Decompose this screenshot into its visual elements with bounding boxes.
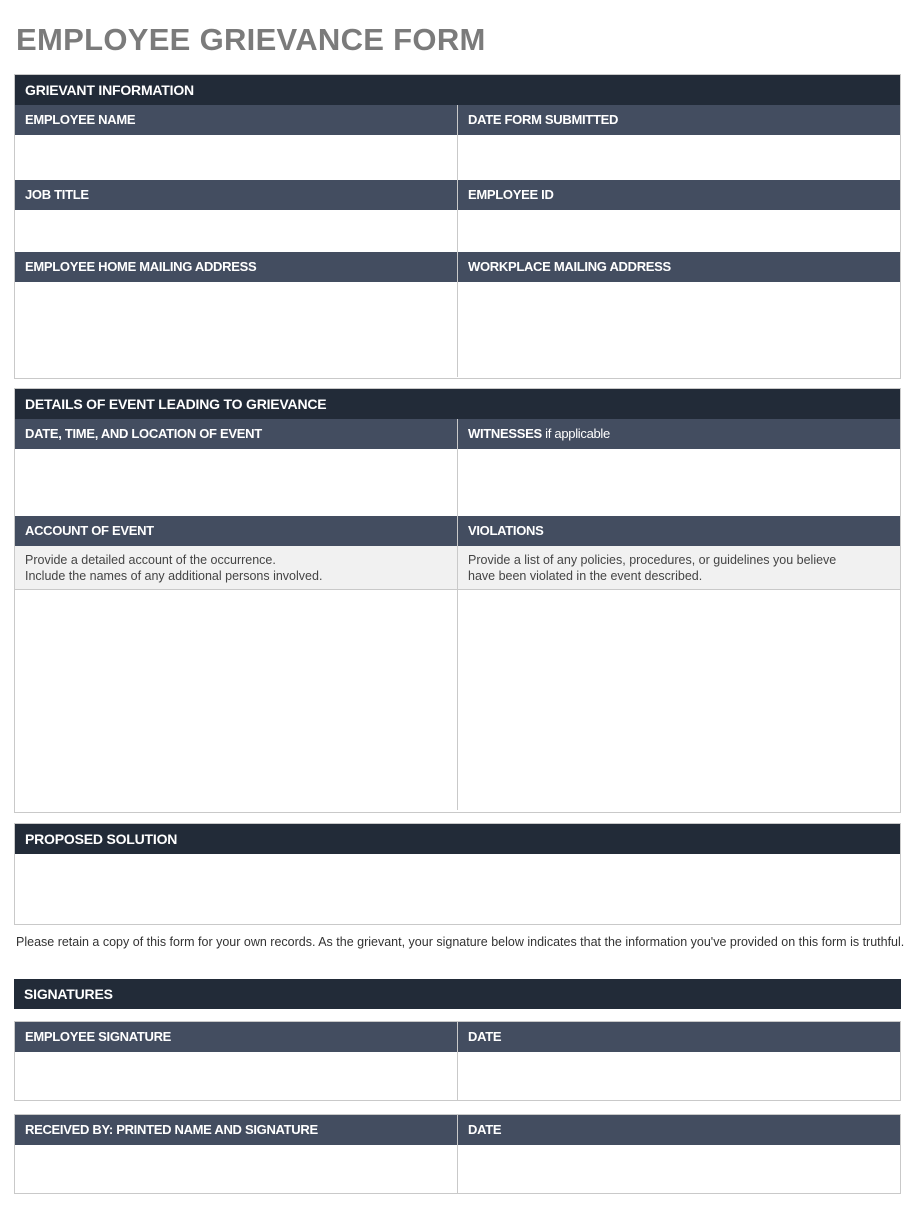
- violations-instructions: [458, 546, 900, 590]
- received-by-date-field[interactable]: [458, 1145, 900, 1193]
- workplace-address-cell: [458, 252, 900, 377]
- event-details-heading: DETAILS OF EVENT LEADING TO GRIEVANCE: [15, 389, 900, 419]
- witnesses-label-text: WITNESSES: [468, 426, 542, 441]
- job-title-label: JOB TITLE: [15, 180, 457, 210]
- employee-id-field[interactable]: [458, 210, 900, 252]
- account-field[interactable]: [15, 590, 457, 810]
- home-address-field[interactable]: [15, 282, 457, 377]
- grievant-row-2: [15, 180, 900, 252]
- received-by-cell: [15, 1115, 458, 1193]
- employee-id-label: EMPLOYEE ID: [458, 180, 900, 210]
- retain-copy-notice: Please retain a copy of this form for your own records. As the grievant, your signature below indicates that the information you've provided on this form is truthful.: [16, 935, 905, 949]
- violations-label: VIOLATIONS: [458, 516, 900, 546]
- employee-signature-cell: [15, 1022, 458, 1100]
- details-row-2: [15, 516, 900, 810]
- home-address-cell: [15, 252, 458, 377]
- account-instruction-line-1: Provide a detailed account of the occurrence.: [25, 553, 276, 567]
- received-by-row: [15, 1115, 900, 1193]
- violations-instruction-line-2: have been violated in the event described.: [468, 569, 703, 583]
- received-by-block: [14, 1114, 901, 1194]
- proposed-solution-section: [14, 823, 901, 925]
- workplace-address-field[interactable]: [458, 282, 900, 377]
- employee-signature-label: EMPLOYEE SIGNATURE: [15, 1022, 457, 1052]
- proposed-solution-heading: PROPOSED SOLUTION: [15, 824, 900, 854]
- employee-name-cell: [15, 105, 458, 180]
- home-address-label: EMPLOYEE HOME MAILING ADDRESS: [15, 252, 457, 282]
- received-by-label: RECEIVED BY: PRINTED NAME AND SIGNATURE: [15, 1115, 457, 1145]
- job-title-field[interactable]: [15, 210, 457, 252]
- grievant-row-3: [15, 252, 900, 377]
- form-title: EMPLOYEE GRIEVANCE FORM: [16, 22, 486, 57]
- employee-signature-row: [15, 1022, 900, 1100]
- account-label: ACCOUNT OF EVENT: [15, 516, 457, 546]
- details-row-1: [15, 419, 900, 516]
- employee-signature-field[interactable]: [15, 1052, 457, 1100]
- received-by-date-cell: [458, 1115, 900, 1193]
- date-time-location-label: DATE, TIME, AND LOCATION OF EVENT: [15, 419, 457, 449]
- account-instructions: [15, 546, 457, 590]
- account-instruction-line-2: Include the names of any additional persons involved.: [25, 569, 323, 583]
- witnesses-cell: [458, 419, 900, 516]
- date-submitted-label: DATE FORM SUBMITTED: [458, 105, 900, 135]
- date-time-location-cell: [15, 419, 458, 516]
- date-submitted-field[interactable]: [458, 135, 900, 180]
- signatures-heading: SIGNATURES: [14, 979, 901, 1009]
- witnesses-field[interactable]: [458, 449, 900, 516]
- employee-signature-date-label: DATE: [458, 1022, 900, 1052]
- witnesses-note: if applicable: [541, 426, 610, 441]
- signatures-section: [14, 979, 901, 1009]
- violations-instruction-line-1: Provide a list of any policies, procedures, or guidelines you believe: [468, 553, 837, 567]
- job-title-cell: [15, 180, 458, 252]
- grievant-information-heading: GRIEVANT INFORMATION: [15, 75, 900, 105]
- employee-signature-date-cell: [458, 1022, 900, 1100]
- employee-name-label: EMPLOYEE NAME: [15, 105, 457, 135]
- date-time-location-field[interactable]: [15, 449, 457, 516]
- grievant-row-1: [15, 105, 900, 180]
- proposed-solution-field[interactable]: [15, 854, 900, 924]
- date-submitted-cell: [458, 105, 900, 180]
- employee-signature-date-field[interactable]: [458, 1052, 900, 1100]
- witnesses-label: [458, 419, 900, 449]
- violations-field[interactable]: [458, 590, 900, 810]
- received-by-date-label: DATE: [458, 1115, 900, 1145]
- grievant-information-section: [14, 74, 901, 379]
- employee-id-cell: [458, 180, 900, 252]
- employee-signature-block: [14, 1021, 901, 1101]
- employee-name-field[interactable]: [15, 135, 457, 180]
- received-by-field[interactable]: [15, 1145, 457, 1193]
- event-details-section: [14, 388, 901, 813]
- violations-cell: [458, 516, 900, 810]
- workplace-address-label: WORKPLACE MAILING ADDRESS: [458, 252, 900, 282]
- account-cell: [15, 516, 458, 810]
